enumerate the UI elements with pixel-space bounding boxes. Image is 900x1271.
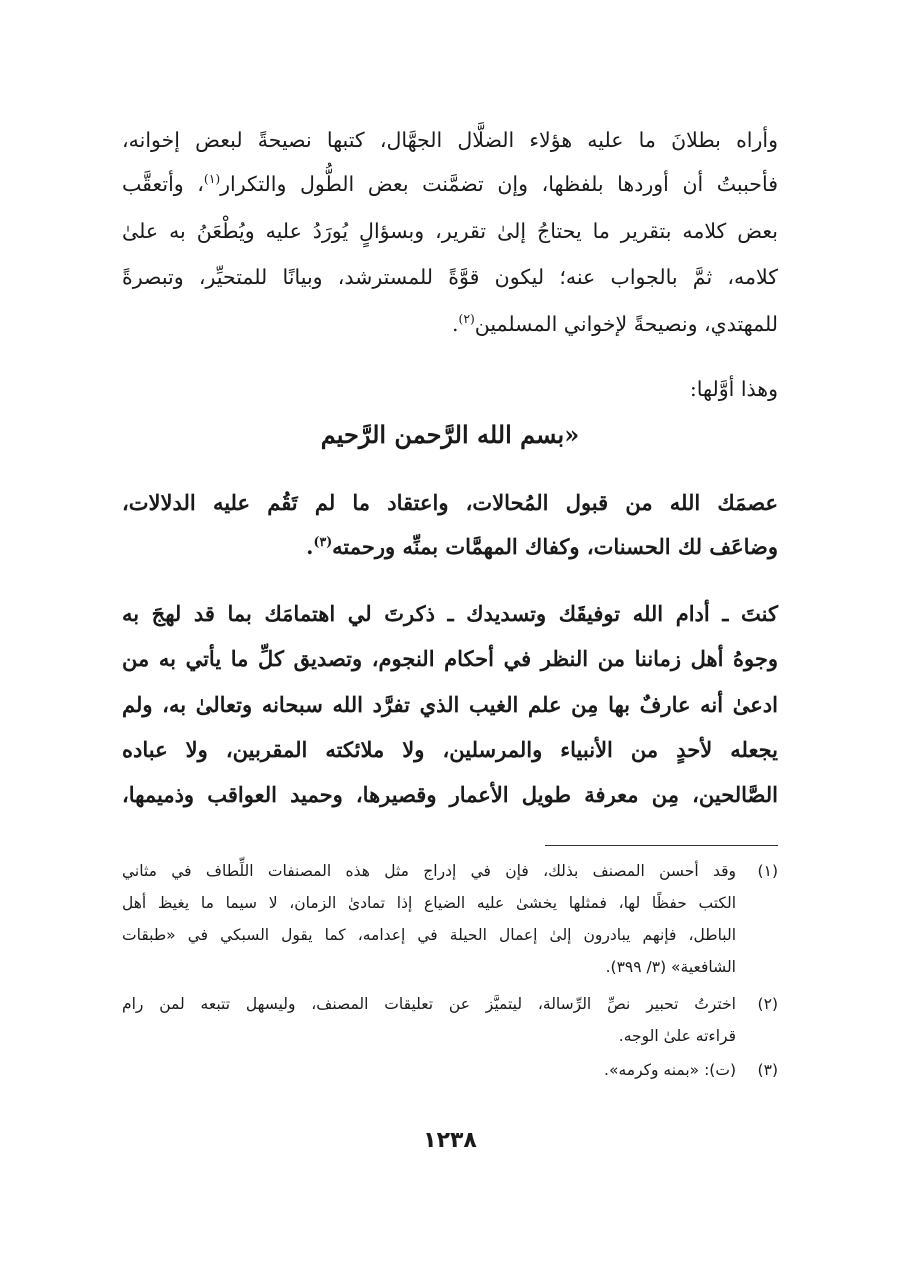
footnote-ref-3[interactable]: (٣) [313, 534, 333, 549]
footnote-separator [545, 845, 778, 846]
para2-line-5: الصَّالحين، مِن معرفة طويل الأعمار وقصيرها، وحميد العواقب وذميمها، [122, 782, 778, 807]
footnote-number: (٣) [757, 1061, 778, 1079]
footnote-line: قراءته علىٰ الوجه. [618, 1027, 736, 1045]
footnote-line: الباطل، فإنهم يبادرون إلىٰ إعمال الحيلة في إعدامه، كما يقول السبكي في «طبقات [122, 926, 736, 944]
subheading: وهذا أوَّلها: [689, 377, 778, 401]
footnote-line: (ت): «بمنه وكرمه». [604, 1061, 736, 1079]
footnote-line: وقد أحسن المصنف بذلك، فإن في إدراج مثل هذه المصنفات اللِّطاف في مثاني [122, 862, 736, 880]
para1-line-2: وضاعَف لك الحسنات، وكفاك المهمَّات بمنِّه ورحمته$^{(٣)}$. [306, 534, 778, 559]
para1-line-1: عصمَك الله من قبول المُحالات، واعتقاد ما لم تَقُم عليه الدلالات، [122, 490, 778, 515]
footnote-line: الكتب حفظًا لها، فمثلها يخشىٰ عليه الضياع إذا تمادىٰ الزمان، لا سيما ما يغيظ أهل [122, 894, 736, 912]
footnote-line: الشافعية» (٣/ ٣٩٩). [605, 958, 736, 976]
basmala-heading: «بسم الله الرَّحمن الرَّحيم [320, 420, 580, 449]
para2-line-2: وجوهُ أهل زماننا من النظر في أحكام النجوم، وتصديق كلِّ ما يأتي به من [122, 646, 778, 671]
page-number: ١٢٣٨ [423, 1128, 477, 1153]
intro-line-1: وأراه بطلانَ ما عليه هؤلاء الضلَّال الجهَّال، كتبها نصيحةً لبعض إخوانه، [122, 128, 778, 152]
intro-line-3: بعض كلامه بتقرير ما يحتاجُ إلىٰ تقرير، وبسؤالٍ يُورَدُ عليه ويُطْعَنُ به علىٰ [122, 219, 778, 243]
footnote-number: (١) [757, 862, 778, 880]
intro-line-4: كلامه، ثمَّ بالجواب عنه؛ ليكون قوَّةً للمسترشد، وبيانًا للمتحيِّر، وتبصرةً [122, 265, 778, 289]
footnote-line: اخترتُ تحبير نصِّ الرِّسالة، ليتميَّز عن تعليقات المصنف، وليسهل تتبعه لمن رام [122, 995, 736, 1013]
intro-line-2: فأحببتُ أن أوردها بلفظها، وإن تضمَّنت بعض الطُّول والتكرار$^{(١)}$، وأتعقَّب [122, 172, 779, 196]
intro-line-5: للمهتدي، ونصيحةً لإخواني المسلمين$^{(٢)}$. [451, 312, 778, 336]
footnote-number: (٢) [757, 995, 778, 1013]
para2-line-4: يجعله لأحدٍ من الأنبياء والمرسلين، ولا ملائكته المقربين، ولا عباده [122, 737, 778, 762]
footnote-ref-1[interactable]: (١) [203, 172, 221, 187]
para2-line-3: ادعىٰ أنه عارفٌ بها مِن علم الغيب الذي تفرَّد الله سبحانه وتعالىٰ به، ولم [122, 692, 778, 717]
footnote-ref-2[interactable]: (٢) [458, 312, 475, 327]
para2-line-1: كنتَ ـ أدام الله توفيقَك وتسديدك ـ ذكرتَ لي اهتمامَك بما قد لهجَ به [122, 601, 778, 626]
